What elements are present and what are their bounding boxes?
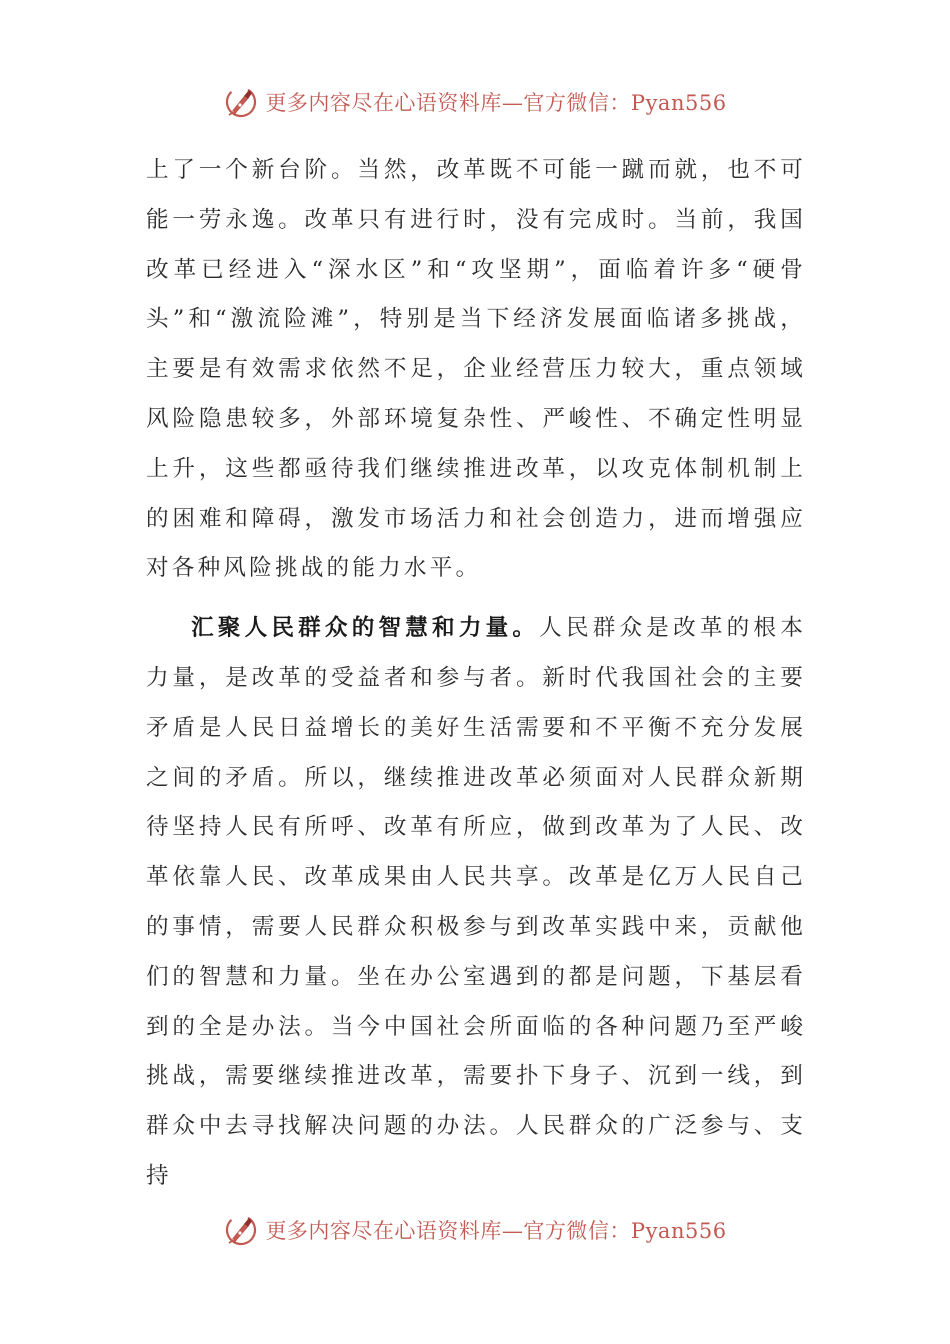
header-banner-text: 更多内容尽在心语资料库—官方微信：Pyan556 (265, 91, 727, 115)
pen-nib-logo-icon (223, 1212, 259, 1248)
paragraph-2-lead-heading: 汇聚人民群众的智慧和力量。 (191, 615, 540, 642)
paragraph-2-text: 人民群众是改革的根本力量，是改革的受益者和参与者。新时代我国社会的主要矛盾是人民日益增长的美好生活需要和不平衡不充分发展之间的矛盾。所以，继续推进改革必须面对人民群众新期待坚持人民有所呼、改革有所应，做到改革为了人民、改革依靠人民、改革成果由人民共享。改革是亿万人民自己的事情，需要人民群众积极参与到改革实践中来，贡献他们的智慧和力量。坐在办公室遇到的都是问题，下基层看到的全是办法。当今中国社会所面临的各种问题乃至严峻挑战，需要继续推进改革，需要扑下身子、沉到一线，到群众中去寻找解决问题的办法。人民群众的广泛参与、支持 (146, 615, 807, 1189)
body-paragraph-1: 上了一个新台阶。当然，改革既不可能一蹴而就，也不可能一劳永逸。改革只有进行时，没有完成时。当前，我国改革已经进入“深水区”和“攻坚期”，面临着许多“硬骨头”和“激流险滩”，特别是当下经济发展面临诸多挑战，主要是有效需求依然不足，企业经营压力较大，重点领域风险隐患较多，外部环境复杂性、严峻性、不确定性明显上升，这些都亟待我们继续推进改革，以攻克体制机制上的困难和障碍，激发市场活力和社会创造力，进而增强应对各种风险挑战的能力水平。 (146, 157, 806, 582)
footer-banner (0, 1210, 950, 1250)
footer-banner-text: 更多内容尽在心语资料库—官方微信：Pyan556 (265, 1219, 727, 1243)
header-banner (0, 82, 950, 122)
pen-nib-logo-icon (223, 84, 259, 120)
body-paragraph-2 (146, 604, 806, 1202)
document-body (146, 146, 806, 1202)
